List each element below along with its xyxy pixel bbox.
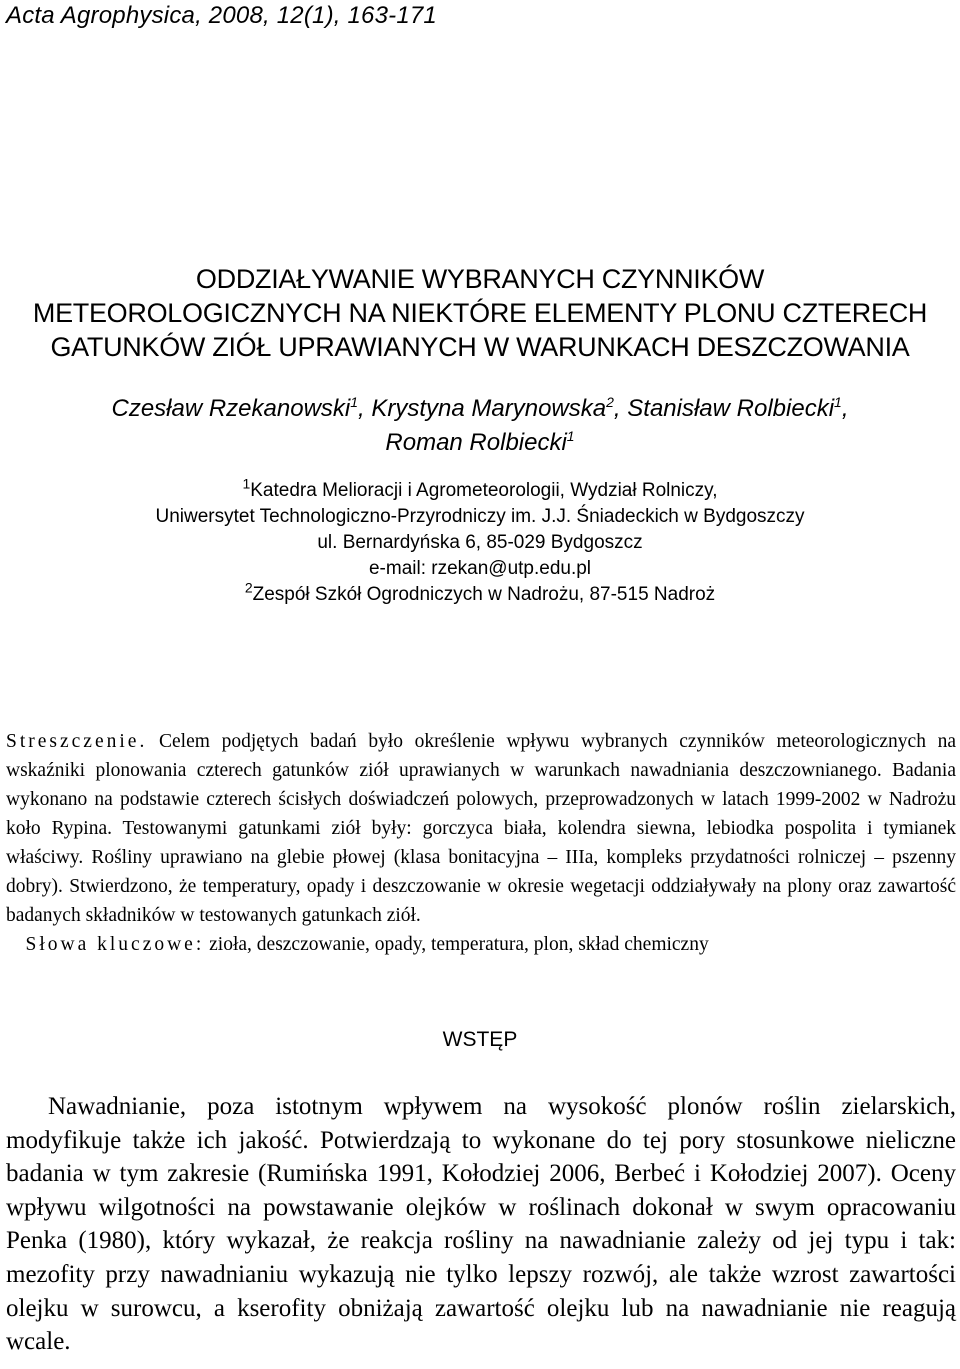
author-name: Stanisław Rolbiecki <box>627 395 835 422</box>
author-separator: , <box>841 395 849 422</box>
author-name: Roman Rolbiecki <box>385 429 567 456</box>
title-line: GATUNKÓW ZIÓŁ UPRAWIANYCH W WARUNKACH DESZCZOWANIA <box>50 332 910 362</box>
affiliation-mark: 1 <box>242 475 251 492</box>
abstract-label: Streszczenie. <box>6 731 148 752</box>
author-affiliation-mark: 1 <box>566 428 575 444</box>
author-separator: , <box>358 395 372 422</box>
affiliations <box>0 475 960 608</box>
affiliation-line: Uniwersytet Technologiczno-Przyrodniczy im. J.J. Śniadeckich w Bydgoszczy <box>155 506 805 527</box>
author-separator: , <box>613 395 628 422</box>
abstract-text: Celem podjętych badań było określenie wpływu wybranych czynników meteorologicznych na wskaźniki plonowania czterech gatunków ziół uprawianych w warunkach nawadniania deszczownianego. Badania wykonano na podstawie czterech ścisłych doświadczeń polowych, przeprowadzonych w latach 1999-2002 w Nadrożu koło Rypina. Testowanymi gatunkami ziół były: gorczyca biała, kolendra siewna, lebiodka pospolita i tymianek właściwy. Rośliny uprawiano na glebie płowej (klasa bonitacyjna – IIIa, kompleks przydatności rolniczej – pszenny dobry). Stwierdzono, że temperatury, opady i deszczowanie w okresie wegetacji oddziaływały na plony oraz zawartość badanych składników w testowanych gatunkach ziół. <box>6 731 957 926</box>
paper-title <box>0 262 960 364</box>
section-heading: WSTĘP <box>442 1028 518 1051</box>
author-affiliation-mark: 2 <box>606 394 614 410</box>
intro-section <box>6 1090 956 1359</box>
author-affiliation-mark: 1 <box>350 394 359 410</box>
author-name: Czesław Rzekanowski <box>111 395 351 422</box>
author-list <box>0 392 960 460</box>
affiliation-line: Zespół Szkół Ogrodniczych w Nadrożu, 87-515 Nadroż <box>252 584 716 605</box>
title-line: METEOROLOGICZNYCH NA NIEKTÓRE ELEMENTY PLONU CZTERECH <box>32 298 928 328</box>
intro-paragraph: Nawadnianie, poza istotnym wpływem na wysokość plonów roślin zielarskich, modyfikuje także ich jakość. Potwierdzają to wykonane do tej pory stosunkowe nieliczne badania w tym zakresie (Rumińska 1991, Kołodziej 2006, Berbeć i Kołodziej 2007). Oceny wpływu wilgotności na powstawanie olejków w roślinach dokonał w swym opracowaniu Penka (1980), który wykazał, że reakcja rośliny na nawadnianie zależy od jej typu i tak: mezofity przy nawadnianiu wykazują nie tylko lepszy rozwój, ale także wzrost zawartości olejku w surowcu, a kserofity obniżają zawartość olejku lub na nawadnianie nie reagują wcale. <box>6 1093 956 1356</box>
keywords-text: zioła, deszczowanie, opady, temperatura, plon, skład chemiczny <box>209 934 709 955</box>
abstract <box>6 727 956 959</box>
title-line: ODDZIAŁYWANIE WYBRANYCH CZYNNIKÓW <box>195 264 765 294</box>
affiliation-address: ul. Bernardyńska 6, 85-029 Bydgoszcz <box>317 532 643 553</box>
affiliation-email: e-mail: rzekan@utp.edu.pl <box>368 558 592 579</box>
journal-reference: Acta Agrophysica, 2008, 12(1), 163-171 <box>6 2 437 29</box>
affiliation-line: Katedra Melioracji i Agrometeorologii, Wydział Rolniczy, <box>250 480 718 501</box>
affiliation-mark: 2 <box>244 579 253 596</box>
keywords-label: Słowa kluczowe: <box>25 934 205 955</box>
author-affiliation-mark: 1 <box>834 394 842 410</box>
author-name: Krystyna Marynowska <box>371 395 607 422</box>
